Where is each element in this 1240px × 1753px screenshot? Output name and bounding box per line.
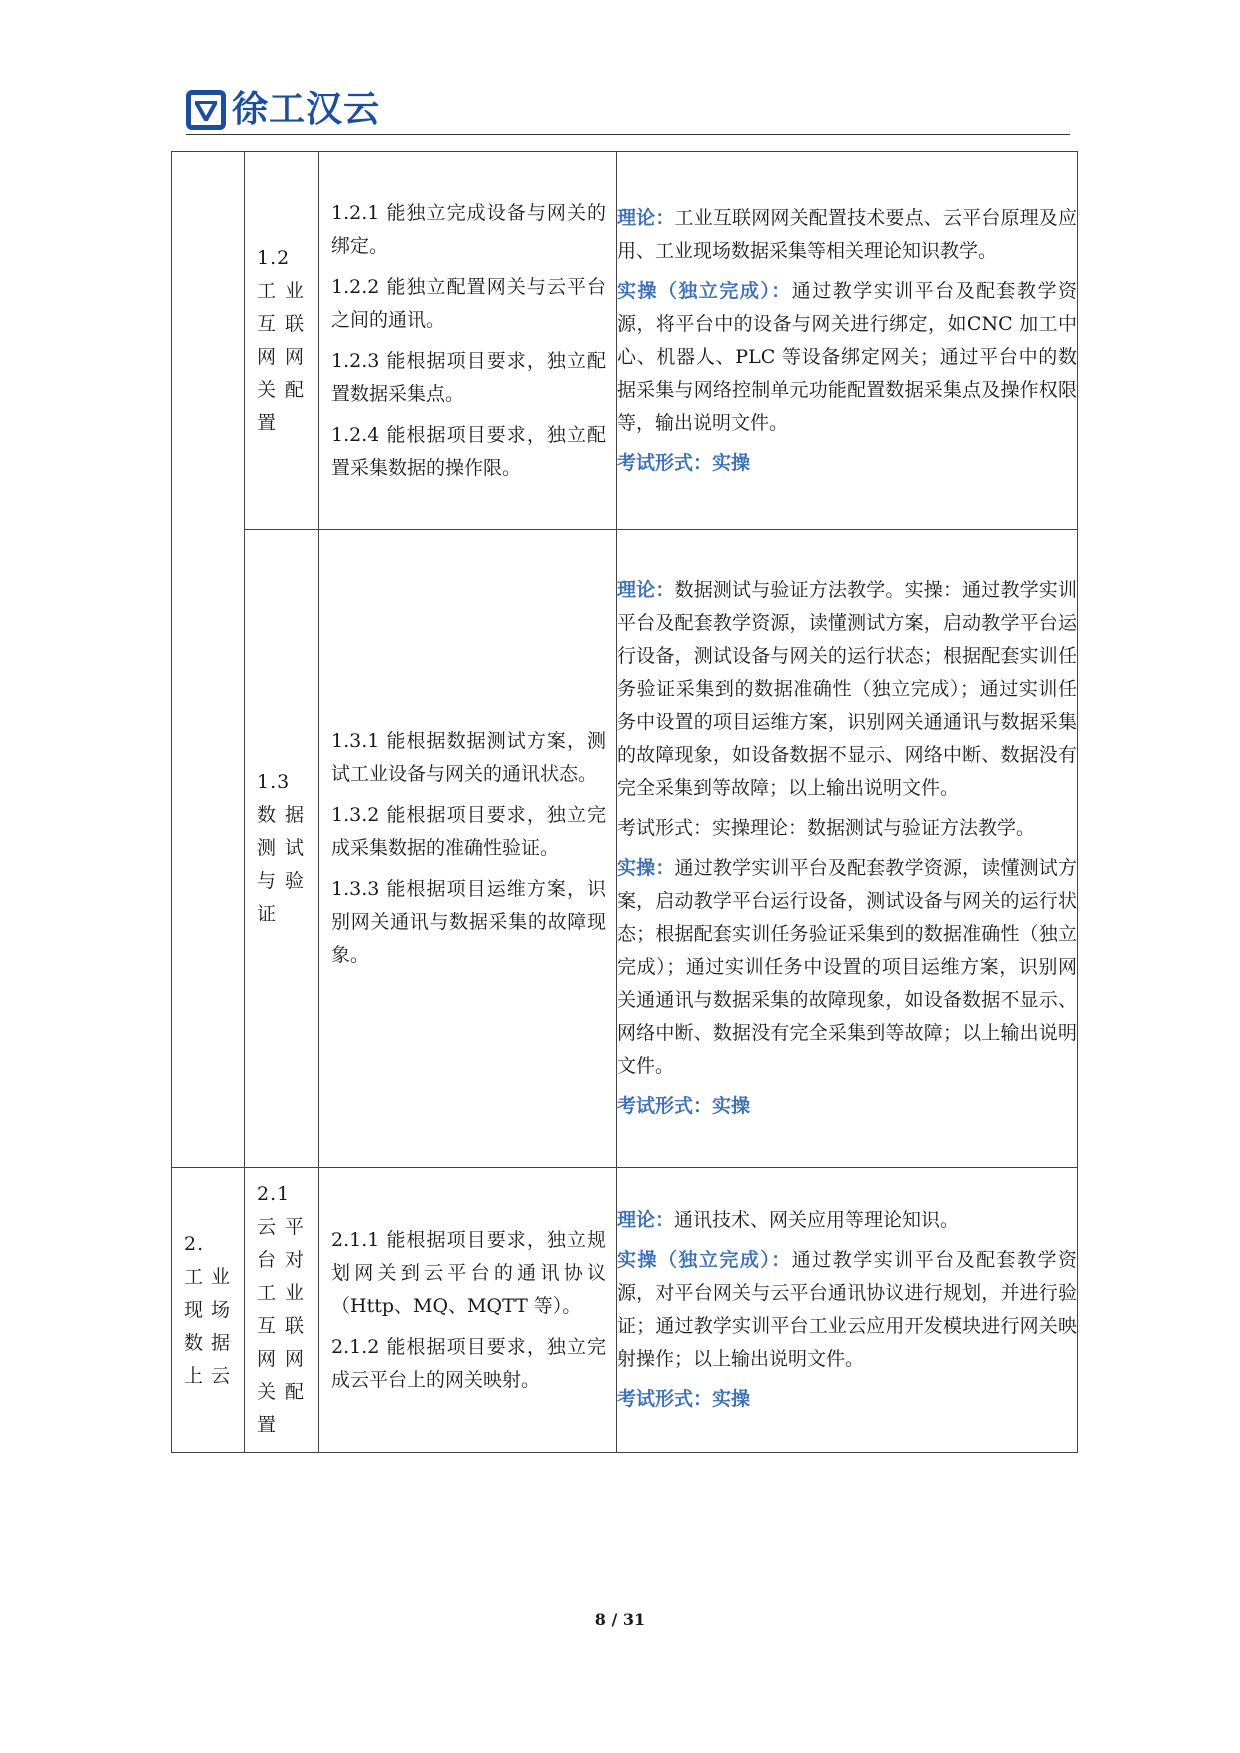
practice-paragraph xyxy=(617,852,1077,1083)
skill-item: 1.2.2 能独立配置网关与云平台之间的通讯。 xyxy=(331,275,606,331)
sub-module-number: 2.1 xyxy=(257,1183,291,1205)
company-logo xyxy=(186,86,380,134)
skill-item: 1.2.3 能根据项目要求，独立配置数据采集点。 xyxy=(331,349,606,405)
skill-item: 2.1.1 能根据项目要求，独立规划网关到云平台的通讯协议（Http、MQ、MQTT 等）。 xyxy=(331,1228,606,1317)
requirements-cell xyxy=(617,530,1078,1168)
header-rule xyxy=(186,134,1070,135)
skill-item: 1.3.1 能根据数据测试方案，测试工业设备与网关的通讯状态。 xyxy=(331,730,606,785)
theory-text: 数据测试与验证方法教学。实操：通过教学实训平台及配套教学资源，读懂测试方案，启动教学平台运行设备，测试设备与网关的运行状态；根据配套实训任务验证采集到的数据准确性（独立完成）；通过实训任务中设置的项目运维方案，识别网关通通讯与数据采集的故障现象，如设备数据不显示、网络中断、数据没有完全采集到等故障；以上输出说明文件。 xyxy=(617,579,1077,799)
curriculum-table xyxy=(171,151,1078,1453)
theory-text: 通讯技术、网关应用等理论知识。 xyxy=(674,1209,960,1231)
sub-module-title: 数据测试与验证 xyxy=(257,804,306,925)
exam-paragraph xyxy=(617,447,1077,480)
exam-label: 考试形式：实操 xyxy=(617,451,751,474)
module-title: 工业现场数据上云 xyxy=(184,1265,232,1387)
skill-item: 1.3.3 能根据项目运维方案，识别网关通讯与数据采集的故障现象。 xyxy=(331,878,606,966)
module-cell-empty xyxy=(172,152,245,1168)
module-number: 2. xyxy=(184,1232,205,1255)
skill-item: 1.2.1 能独立完成设备与网关的绑定。 xyxy=(331,201,606,257)
practice-paragraph xyxy=(617,275,1077,440)
requirements-cell xyxy=(617,1168,1078,1453)
practice-text: 通过教学实训平台及配套教学资源，将平台中的设备与网关进行绑定，如CNC 加工中心、机器人、PLC 等设备绑定网关；通过平台中的数据采集与网络控制单元功能配置数据采集点及操作权限等，输出说明文件。 xyxy=(617,279,1077,434)
sub-module-cell xyxy=(245,530,319,1168)
sub-module-title: 云平台对工业互联网网关配置 xyxy=(257,1216,306,1436)
requirements-cell xyxy=(617,152,1078,530)
exam-paragraph xyxy=(617,1090,1077,1123)
practice-label: 实操： xyxy=(617,857,675,879)
theory-label: 理论： xyxy=(617,1209,675,1231)
sub-module-cell xyxy=(245,1168,319,1453)
exam-label: 考试形式：实操 xyxy=(617,1095,751,1117)
exam-paragraph xyxy=(617,1383,1077,1416)
practice-text: 通过教学实训平台及配套教学资源，读懂测试方案，启动教学平台运行设备，测试设备与网关的运行状态；根据配套实训任务验证采集到的数据准确性（独立完成）；通过实训任务中设置的项目运维方案，识别网关通通讯与数据采集的故障现象，如设备数据不显示、网络中断、数据没有完全采集到等故障；以上输出说明文件。 xyxy=(617,857,1077,1077)
page-header xyxy=(186,86,1070,136)
sub-module-title: 工业互联网网关配置 xyxy=(257,279,306,434)
skill-item: 2.1.2 能根据项目要求，独立完成云平台上的网关映射。 xyxy=(331,1335,606,1391)
practice-label: 实操（独立完成）： xyxy=(617,279,792,302)
exam-plain-paragraph: 考试形式：实操理论：数据测试与验证方法教学。 xyxy=(617,817,1036,839)
table-row xyxy=(172,1168,1078,1453)
exam-label: 考试形式：实操 xyxy=(617,1388,751,1410)
module-cell xyxy=(172,1168,245,1453)
logo-text: 徐工汉云 xyxy=(232,89,381,130)
skills-cell xyxy=(319,1168,617,1453)
theory-paragraph xyxy=(617,1204,1077,1237)
practice-text: 通过教学实训平台及配套教学资源，对平台网关与云平台通讯协议进行规划，并进行验证；通过教学实训平台工业云应用开发模块进行网关映射操作；以上输出说明文件。 xyxy=(617,1249,1077,1370)
sub-module-number: 1.2 xyxy=(257,246,291,269)
logo-mark-icon xyxy=(186,90,226,130)
skill-item: 1.3.2 能根据项目要求，独立完成采集数据的准确性验证。 xyxy=(331,804,606,859)
skills-cell xyxy=(319,152,617,530)
practice-label: 实操（独立完成）： xyxy=(617,1249,792,1271)
skill-item: 1.2.4 能根据项目要求，独立配置采集数据的操作限。 xyxy=(331,423,606,479)
page-number: 8 / 31 xyxy=(594,1610,646,1629)
theory-paragraph xyxy=(617,202,1077,268)
sub-module-cell xyxy=(245,152,319,530)
theory-label: 理论： xyxy=(617,206,675,229)
table-row xyxy=(172,530,1078,1168)
sub-module-number: 1.3 xyxy=(257,771,291,793)
theory-text: 工业互联网网关配置技术要点、云平台原理及应用、工业现场数据采集等相关理论知识教学。 xyxy=(617,206,1077,262)
skills-cell xyxy=(319,530,617,1168)
practice-paragraph xyxy=(617,1244,1077,1376)
table-row xyxy=(172,152,1078,530)
theory-paragraph xyxy=(617,574,1077,805)
theory-label: 理论： xyxy=(617,579,675,601)
